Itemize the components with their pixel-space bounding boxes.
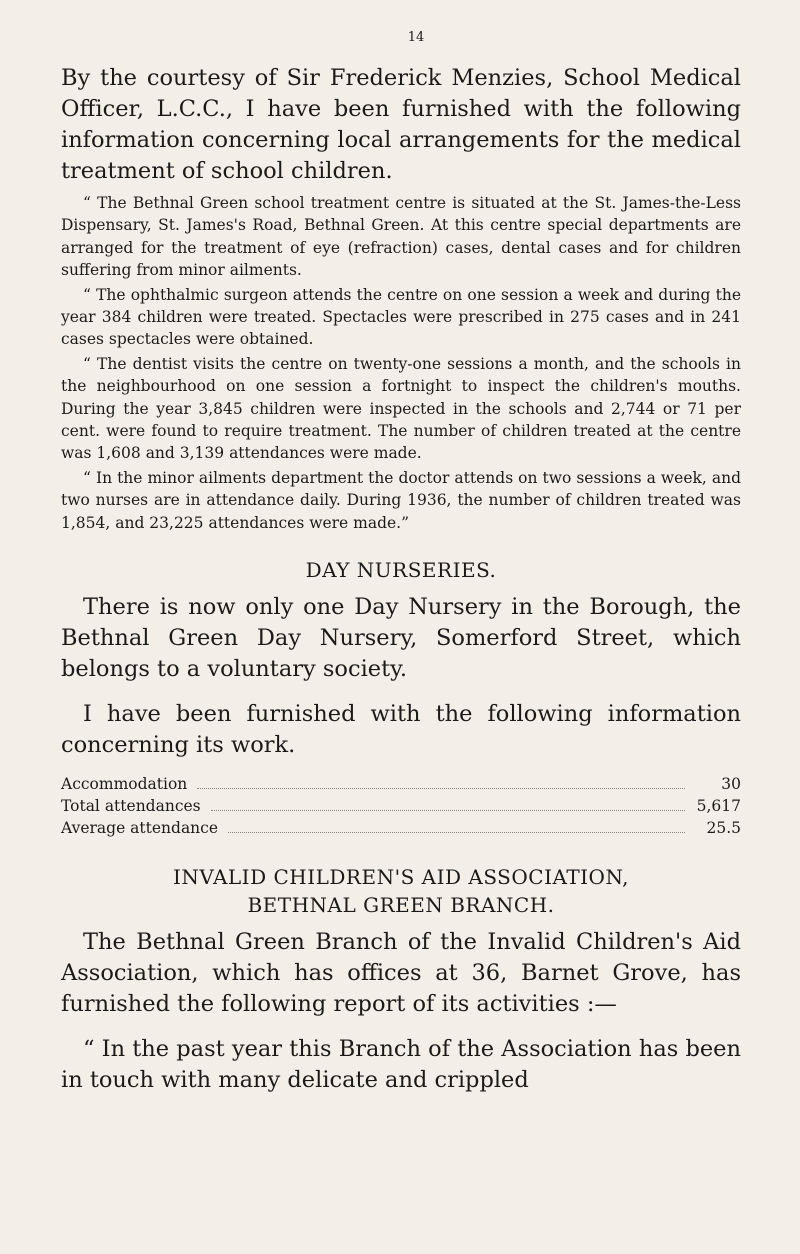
- page-number: 14: [407, 30, 425, 45]
- stat-value: 25.5: [706, 819, 741, 838]
- stat-value: 5,617: [696, 797, 741, 816]
- stat-row-accommodation: [61, 773, 741, 795]
- stat-label: Total attendances: [61, 797, 201, 816]
- quote-dentist: “ The dentist visits the centre on twenty-one sessions a month, and the schools in the neighbourhood on one session a fortnight to inspect the children's mouths. During the year 3,845 children were inspected in the schools and 2,744 or 71 per cent. were found to require treatment. The number of children treated at the centre was 1,608 and 3,139 attendances were made.: [61, 354, 741, 463]
- invalid-children-heading-line-1: INVALID CHILDREN'S AID ASSOCIATION,: [172, 865, 630, 890]
- day-nurseries-heading: DAY NURSERIES.: [305, 558, 497, 583]
- day-nurseries-paragraph-2: I have been furnished with the following information concerning its work.: [61, 701, 741, 759]
- invalid-children-heading: [61, 863, 741, 919]
- quote-treatment-centre: “ The Bethnal Green school treatment centre is situated at the St. James-the-Less Dispensary, St. James's Road, Bethnal Green. At this centre special departments are arranged for the treatment of eye (refraction) cases, dental cases and for children suffering from minor ailments.: [61, 194, 741, 280]
- stat-label: Accommodation: [61, 775, 188, 794]
- quote-ophthalmic: “ The ophthalmic surgeon attends the centre on one session a week and during the year 384 children were treated. Spectacles were prescribed in 275 cases and in 241 cases spectacles were obtained.: [61, 285, 741, 349]
- dot-leader: [197, 787, 685, 789]
- invalid-children-heading-line-2: BETHNAL GREEN BRANCH.: [247, 893, 555, 918]
- stat-label: Average attendance: [61, 819, 219, 838]
- nursery-stats-table: [61, 773, 741, 839]
- document-page: [61, 30, 741, 1096]
- dot-leader: [211, 809, 685, 811]
- day-nurseries-paragraph-1: There is now only one Day Nursery in the Borough, the Bethnal Green Day Nursery, Somerford Street, which belongs to a voluntary society.: [61, 594, 741, 683]
- invalid-children-paragraph-1: The Bethnal Green Branch of the Invalid Children's Aid Association, which has offices at 36, Barnet Grove, has furnished the following report of its activities :—: [61, 929, 741, 1018]
- intro-paragraph: By the courtesy of Sir Frederick Menzies, School Medical Officer, L.C.C., I have been furnished with the following information concerning local arrangements for the medical treatment of school children.: [61, 65, 741, 184]
- dot-leader: [228, 831, 685, 833]
- quote-minor-ailments: “ In the minor ailments department the doctor attends on two sessions a week, and two nurses are in attendance daily. During 1936, the number of children treated was 1,854, and 23,225 attendances were made.”: [61, 468, 741, 532]
- stat-row-total-attendances: [61, 795, 741, 817]
- stat-value: 30: [721, 775, 741, 794]
- stat-row-average-attendance: [61, 817, 741, 839]
- invalid-children-paragraph-2: “ In the past year this Branch of the Association has been in touch with many delicate and crippled: [61, 1036, 741, 1094]
